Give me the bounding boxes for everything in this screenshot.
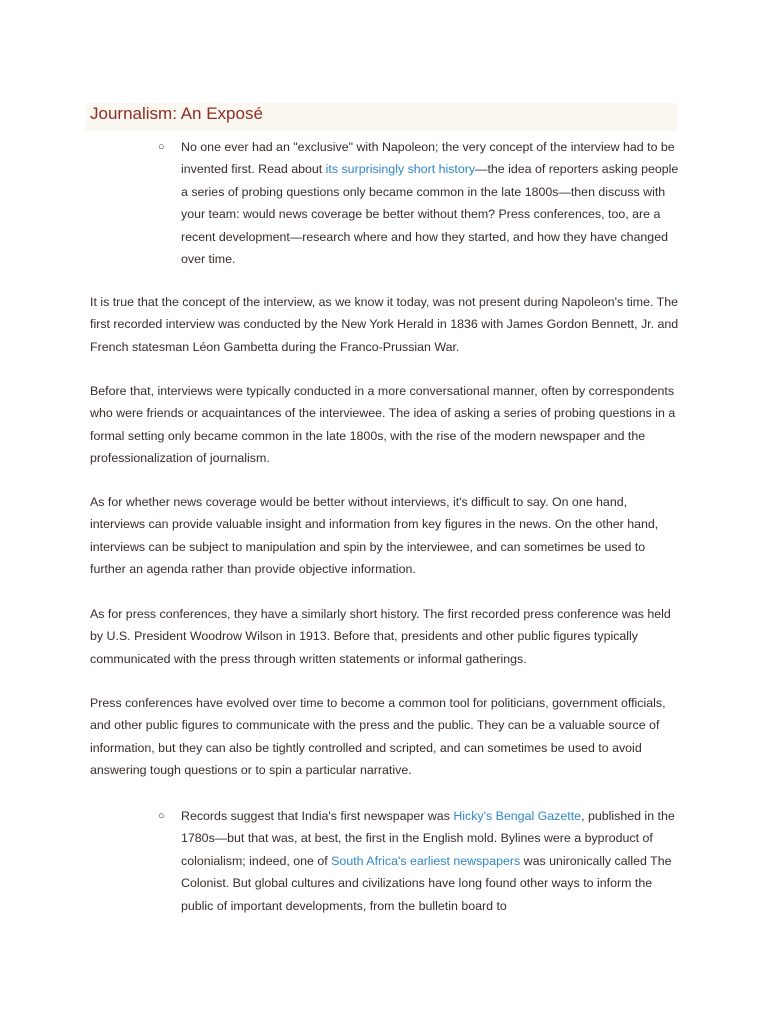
text-segment: was unironically called The Colonist. But global cultures and civilizations have long found other ways to inform the public of important developments, from the bulletin board to (181, 853, 672, 913)
text-segment: —the idea of reporters asking people a series of probing questions only became common in the late 1800s—then discuss with your team: would news coverage be better without them? Press conferences, too, are a recent development—research where and how they started, and how they have changed over time. (181, 162, 679, 267)
list-item-text (181, 136, 683, 270)
text-segment: No one ever had an "exclusive" with Napoleon; the very concept of the interview had to be invented first. Read about (181, 140, 675, 177)
list-item (158, 136, 684, 272)
text-segment: Records suggest that India's first newspaper was (181, 809, 454, 823)
text-segment: , published in the 1780s—but that was, at best, the first in the English mold. Bylines were a byproduct of colonialism; indeed, one of (181, 809, 675, 868)
paragraph: As for whether news coverage would be better without interviews, it's difficult to say. On one hand, interviews can provide valuable insight and information from key figures in the news. On the other hand, interviews can be subject to manipulation and spin by the interviewee, and can sometimes be used to further an agenda rather than provide objective information. (90, 495, 659, 577)
interview-history-link[interactable]: its surprisingly short history (325, 162, 476, 177)
paragraph: It is true that the concept of the interview, as we know it today, was not present during Napoleon's time. The first recorded interview was conducted by the New York Herald in 1836 with James Gordon Bennett, Jr. and French statesman Léon Gambetta during the Franco-Prussian War. (90, 295, 679, 354)
list-item-text (181, 805, 683, 917)
page-title: Journalism: An Exposé (90, 104, 263, 123)
hickys-bengal-gazette-link[interactable]: Hicky's Bengal Gazette (453, 809, 582, 823)
paragraph: Before that, interviews were typically conducted in a more conversational manner, often by correspondents who were friends or acquaintances of the interviewee. The idea of asking a series of probing questions in a formal setting only became common in the late 1800s, with the rise of the modern newspaper and the professionalization of journalism. (90, 384, 676, 466)
list-item (158, 805, 684, 925)
south-africa-newspapers-link[interactable]: South Africa's earliest newspapers (331, 853, 521, 868)
paragraph: Press conferences have evolved over time to become a common tool for politicians, government officials, and other public figures to communicate with the press and the public. They can be a valuable source of information, but they can also be tightly controlled and scripted, and can sometimes be used to avoid answering tough questions or to spin a particular narrative. (90, 696, 666, 778)
hollow-bullet-icon: ○ (158, 141, 165, 153)
paragraph: As for press conferences, they have a similarly short history. The first recorded press conference was held by U.S. President Woodrow Wilson in 1913. Before that, presidents and other public figures typically communicated with the press through written statements or informal gatherings. (90, 607, 671, 666)
hollow-bullet-icon: ○ (158, 810, 165, 822)
